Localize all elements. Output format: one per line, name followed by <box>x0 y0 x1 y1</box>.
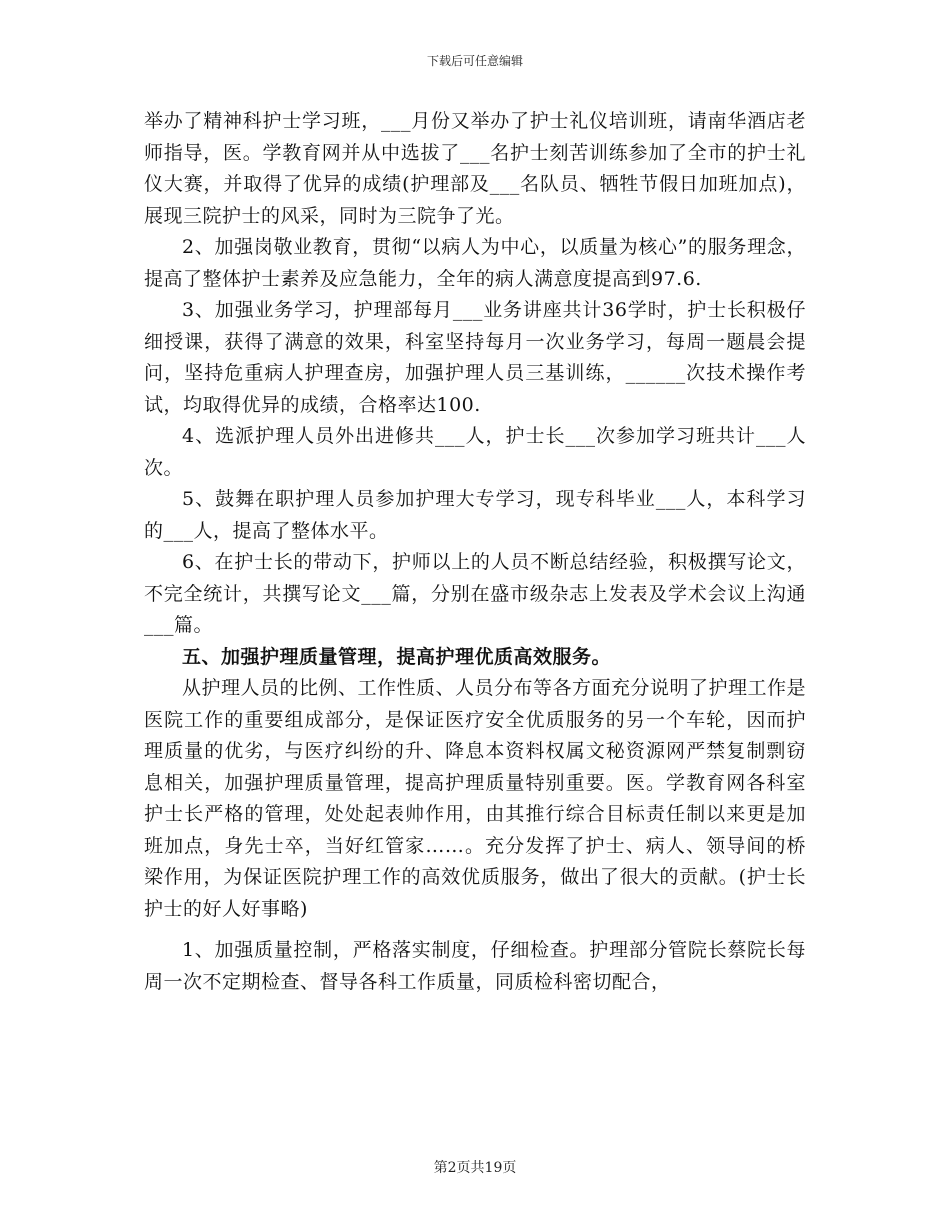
paragraph-item-4: 4、选派护理人员外出进修共___人，护士长___次参加学习班共计___人次。 <box>144 425 806 479</box>
paragraph-item-2: 2、加强岗敬业教育，贯彻“以病人为中心，以质量为核心”的服务理念，提高了整体护士素养及应急能力，全年的病人满意度提高到97.6. <box>144 236 806 290</box>
paragraph-item-3: 3、加强业务学习，护理部每月___业务讲座共计36学时，护士长积极仔细授课，获得了满意的效果，科室坚持每月一次业务学习，每周一题晨会提问，坚持危重病人护理查房，加强护理人员三基训练，______次技术操作考试，均取得优异的成绩，合格率达100. <box>144 299 806 416</box>
paragraph-item-6: 6、在护士长的带动下，护师以上的人员不断总结经验，积极撰写论文，不完全统计，共撰写论文___篇，分别在盛市级杂志上发表及学术会议上沟通___篇。 <box>144 551 806 636</box>
page-number: 第2页共19页 <box>433 1160 517 1176</box>
paragraph-continuation: 举办了精神科护士学习班，___月份又举办了护士礼仪培训班，请南华酒店老师指导，医。学教育网并从中选拔了___名护士刻苦训练参加了全市的护士礼仪大赛，并取得了优异的成绩(护理部及___名队员、牺牲节假日加班加点)，展现三院护士的风采，同时为三院争了光。 <box>144 110 806 227</box>
section-heading-5: 五、加强护理质量管理，提高护理优质高效服务。 <box>182 645 612 668</box>
paragraph-item-1: 1、加强质量控制，严格落实制度，仔细检查。护理部分管院长蔡院长每周一次不定期检查、督导各科工作质量，同质检科密切配合， <box>144 939 806 993</box>
page-header-note: 下载后可任意编辑 <box>426 54 523 68</box>
paragraph-item-5: 5、鼓舞在职护理人员参加护理大专学习，现专科毕业___人，本科学习的___人，提高了整体水平。 <box>144 488 806 542</box>
paragraph-section-intro: 从护理人员的比例、工作性质、人员分布等各方面充分说明了护理工作是医院工作的重要组成部分，是保证医疗安全优质服务的另一个车轮，因而护理质量的优劣，与医疗纠纷的升、降息本资料权属文秘资源网严禁复制剽窃息相关，加强护理质量管理，提高护理质量特别重要。医。学教育网各科室护士长严格的管理，处处起表帅作用，由其推行综合目标责任制以来更是加班加点，身先士卒，当好红管家……。充分发挥了护士、病人、领导间的桥梁作用，为保证医院护理工作的高效优质服务，做出了很大的贡献。(护士长护士的好人好事略) <box>144 677 807 920</box>
document-body <box>144 106 806 998</box>
